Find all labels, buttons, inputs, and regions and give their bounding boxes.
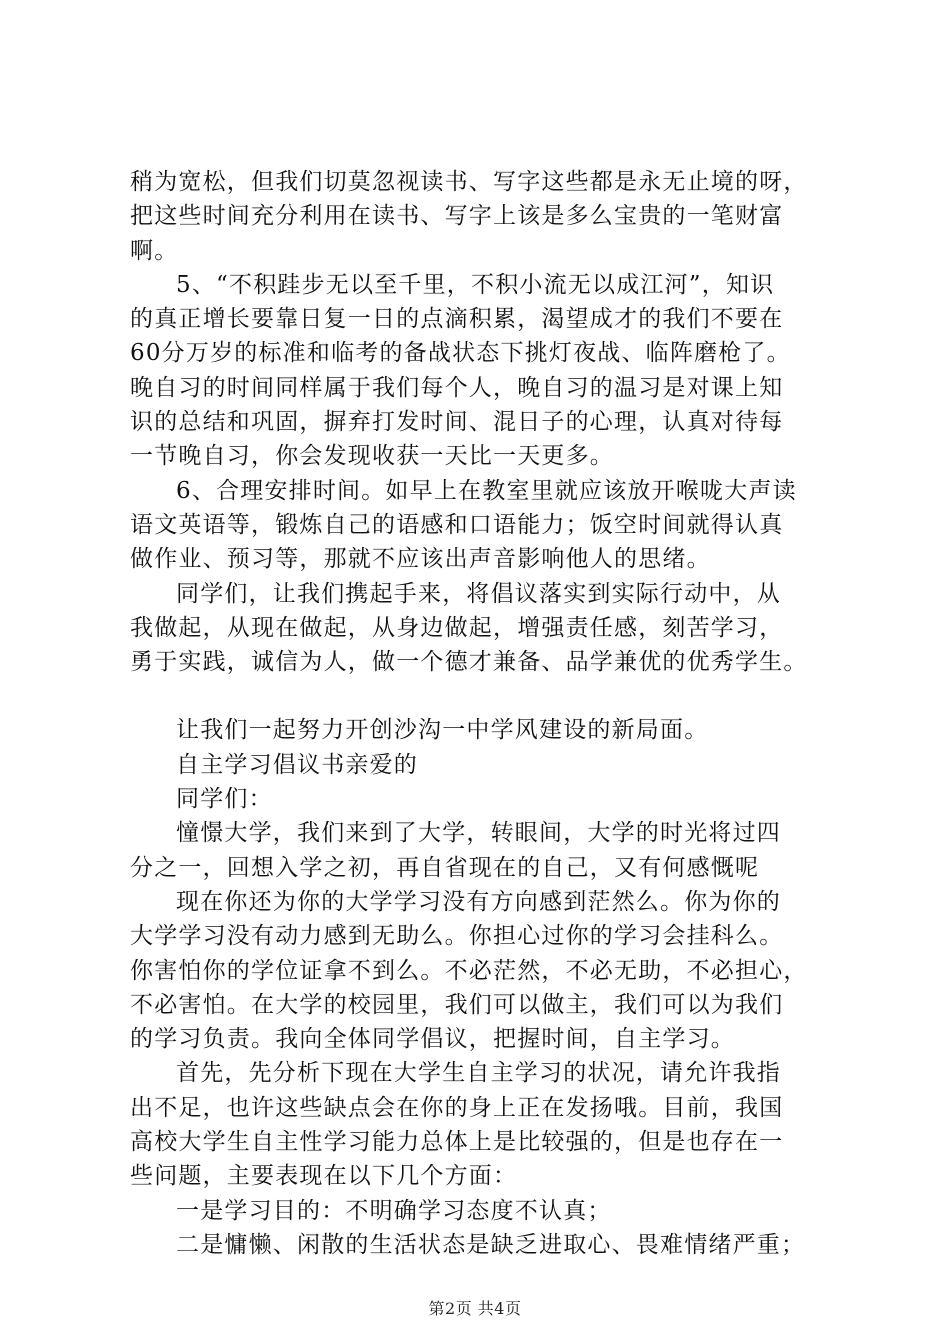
text-line: 稍为宽松，但我们切莫忽视读书、写字这些都是永无止境的呀， bbox=[130, 169, 808, 195]
text-line: 分之一，回想入学之初，再自省现在的自己，又有何感慨呢 bbox=[130, 854, 760, 881]
page-footer: 第2页 共4页 bbox=[428, 1299, 522, 1318]
text-line: 60分万岁的标准和临考的备战状态下挑灯夜战、临阵磨枪了。 bbox=[130, 340, 791, 367]
text-line: 晚自习的时间同样属于我们每个人，晚自习的温习是对课上知 bbox=[130, 374, 784, 401]
text-line: 同学们： bbox=[176, 786, 273, 813]
text-line: 二是慵懒、闲散的生活状态是缺乏进取心、畏难情绪严重； bbox=[176, 1231, 806, 1258]
text-line: 现在你还为你的大学学习没有方向感到茫然么。你为你的 bbox=[176, 888, 781, 915]
text-line: 不必害怕。在大学的校园里，我们可以做主，我们可以为我们 bbox=[130, 991, 784, 1018]
text-line: 高校大学生自主性学习能力总体上是比较强的，但是也存在一 bbox=[130, 1129, 784, 1156]
text-line: 勇于实践，诚信为人，做一个德才兼备、品学兼优的优秀学生。 bbox=[130, 649, 808, 676]
text-line: 自主学习倡议书亲爱的 bbox=[176, 751, 418, 778]
text-line: 出不足，也许这些缺点会在你的身上正在发扬哦。目前，我国 bbox=[130, 1094, 784, 1121]
text-line: 6、合理安排时间。如早上在教室里就应该放开喉咙大声读 bbox=[176, 477, 797, 504]
text-line: 的学习负责。我向全体同学倡议，把握时间，自主学习。 bbox=[130, 1026, 735, 1053]
text-line: 同学们，让我们携起手来，将倡议落实到实际行动中，从 bbox=[176, 580, 781, 607]
text-line: 让我们一起努力开创沙沟一中学风建设的新局面。 bbox=[176, 717, 709, 744]
text-line: 首先，先分析下现在大学生自主学习的状况，请允许我指 bbox=[176, 1060, 781, 1087]
text-line: 我做起，从现在做起，从身边做起，增强责任感，刻苦学习， bbox=[130, 614, 784, 641]
text-line: 憧憬大学，我们来到了大学，转眼间，大学的时光将过四 bbox=[176, 820, 781, 847]
text-line: 大学学习没有动力感到无助么。你担心过你的学习会挂科么。 bbox=[130, 923, 784, 950]
text-line: 做作业、预习等，那就不应该出声音影响他人的思绪。 bbox=[130, 546, 711, 573]
text-line: 些问题，主要表现在以下几个方面： bbox=[130, 1163, 518, 1190]
text-line: 一节晚自习，你会发现收获一天比一天更多。 bbox=[130, 443, 614, 470]
text-line: 把这些时间充分利用在读书、写字上该是多么宝贵的一笔财富 bbox=[130, 203, 784, 230]
text-line: 语文英语等，锻炼自己的语感和口语能力；饭空时间就得认真 bbox=[130, 511, 784, 538]
text-line: 你害怕你的学位证拿不到么。不必茫然，不必无助，不必担心， bbox=[130, 957, 808, 984]
text-line: 啊。 bbox=[130, 237, 179, 264]
text-line: 识的总结和巩固，摒弃打发时间、混日子的心理，认真对待每 bbox=[130, 409, 784, 436]
document-body bbox=[130, 165, 850, 1262]
text-line: 5、“不积跬步无以至千里，不积小流无以成江河”，知识 bbox=[176, 271, 775, 298]
text-line: 一是学习目的：不明确学习态度不认真； bbox=[176, 1197, 612, 1224]
text-line: 的真正增长要靠日复一日的点滴积累，渴望成才的我们不要在 bbox=[130, 306, 784, 333]
paragraph-gap bbox=[130, 679, 850, 713]
